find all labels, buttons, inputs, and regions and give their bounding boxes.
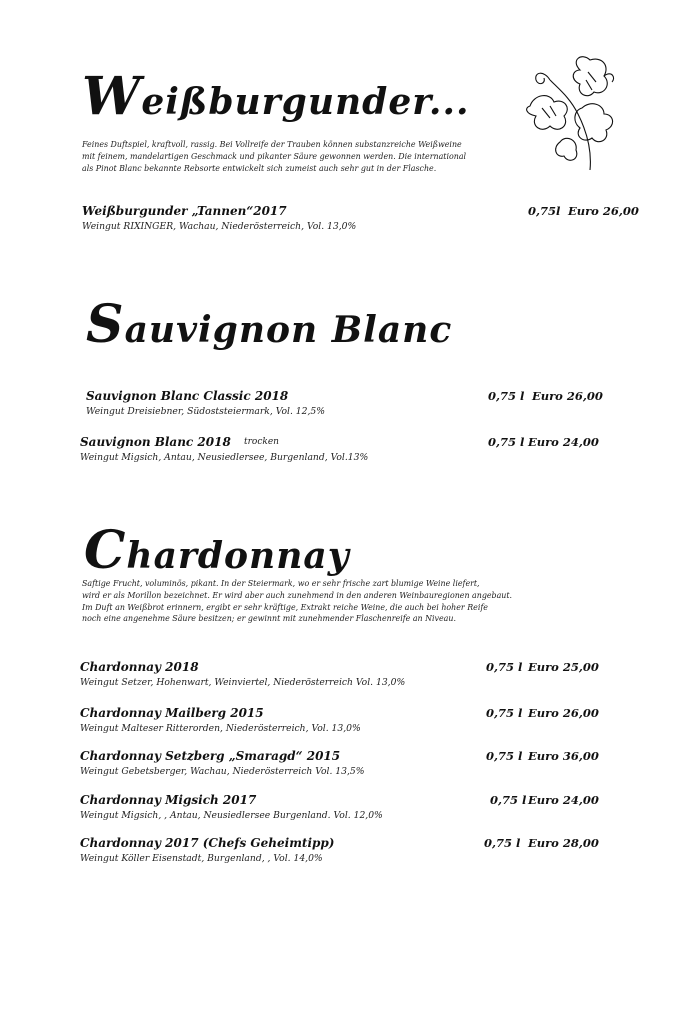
description-line: Saftige Frucht, voluminös, pikant. In der Steiermark, wo er sehr frische zart blumige Weine liefert, [82, 579, 480, 588]
description-line: Im Duft an Weißbrot erinnern, ergibt er sehr kräftige, Extrakt reiche Weine, die auch bei hoher Reife [82, 602, 488, 612]
wine-volume: 0,75 l [486, 749, 523, 763]
wine-volume: 0,75 l [490, 793, 527, 807]
wine-name: Sauvignon Blanc 2018 [80, 435, 231, 449]
section-description-chardonnay [82, 578, 512, 625]
wine-name: Chardonnay Setzberg „Smaragd“ 2015 [80, 749, 341, 763]
wine-entry [80, 836, 620, 868]
section-heading-chardonnay [84, 520, 350, 581]
heading-initial: S [86, 294, 125, 355]
wine-name: Chardonnay Migsich 2017 [80, 793, 257, 807]
wine-price: Euro 26,00 [532, 389, 603, 403]
description-line: mit feinem, mandelartigen Geschmack und pikanter Säure gewonnen werden. Die international [82, 151, 467, 161]
wine-volume: 0,75 l [486, 660, 523, 674]
wine-name: Chardonnay 2018 [80, 660, 199, 674]
wine-name: Weißburgunder „Tannen“2017 [82, 204, 287, 218]
wine-details: Weingut Malteser Ritterorden, Niederösterreich, Vol. 13,0% [80, 723, 361, 734]
wine-entry [80, 435, 610, 467]
wine-entry [82, 204, 642, 236]
wine-details: Weingut Setzer, Hohenwart, Weinviertel, Niederösterreich Vol. 13,0% [80, 677, 406, 688]
heading-initial: W [82, 66, 142, 127]
wine-entry [86, 389, 606, 421]
section-description-weissburgunder [82, 139, 466, 174]
heading-rest: auvignon Blanc [124, 309, 453, 351]
wine-details: Weingut Köller Eisenstadt, Burgenland, , Vol. 14,0% [80, 853, 323, 864]
wine-price: Euro 28,00 [528, 836, 599, 850]
wine-entry [80, 706, 620, 738]
section-heading-sauvignon-blanc [86, 294, 452, 355]
wine-volume: 0,75 l [486, 706, 523, 720]
section-heading-weissburgunder [82, 66, 470, 127]
wine-price: Euro 36,00 [528, 749, 599, 763]
wine-volume: 0,75l [528, 204, 561, 218]
heading-initial: C [84, 520, 127, 581]
heading-rest: eißburgunder... [141, 81, 470, 123]
wine-volume: 0,75 l [484, 836, 521, 850]
wine-price: Euro 25,00 [528, 660, 599, 674]
description-line: noch eine angenehme Säure besitzen; er gewinnt mit zunehmender Flaschenreife an Niveau. [82, 614, 456, 624]
grape-vine-leaf-icon [520, 50, 620, 175]
wine-name: Sauvignon Blanc Classic 2018 [86, 389, 289, 403]
wine-price: Euro 24,00 [528, 793, 599, 807]
wine-name: Chardonnay Mailberg 2015 [80, 706, 264, 720]
wine-price: Euro 26,00 [568, 204, 639, 218]
description-line: als Pinot Blanc bekannte Rebsorte entwickelt sich zumeist auch sehr gut in der Flasche. [82, 163, 437, 173]
heading-rest: hardonnay [126, 535, 350, 577]
wine-details: Weingut Migsich, , Antau, Neusiedlersee Burgenland. Vol. 12,0% [80, 810, 383, 821]
wine-note: trocken [244, 437, 279, 447]
wine-price: Euro 26,00 [528, 706, 599, 720]
wine-details: Weingut Dreisiebner, Südoststeiermark, Vol. 12,5% [86, 406, 325, 417]
wine-price: Euro 24,00 [528, 435, 599, 449]
wine-details: Weingut Migsich, Antau, Neusiedlersee, Burgenland, Vol.13% [80, 452, 369, 463]
wine-entry [80, 749, 620, 781]
wine-volume: 0,75 l [488, 435, 525, 449]
description-line: Feines Duftspiel, kraftvoll, rassig. Bei Vollreife der Trauben können substanzreiche Weißweine [82, 140, 462, 149]
wine-entry [80, 793, 620, 825]
wine-volume: 0,75 l [488, 389, 525, 403]
description-line: wird er als Morillon bezeichnet. Er wird aber auch zunehmend in den anderen Weinbauregionen angebaut. [82, 590, 513, 600]
wine-name: Chardonnay 2017 (Chefs Geheimtipp) [80, 836, 335, 850]
wine-details: Weingut Gebetsberger, Wachau, Niederösterreich Vol. 13,5% [80, 766, 365, 777]
wine-details: Weingut RIXINGER, Wachau, Niederösterreich, Vol. 13,0% [82, 221, 357, 232]
wine-entry [80, 660, 620, 692]
